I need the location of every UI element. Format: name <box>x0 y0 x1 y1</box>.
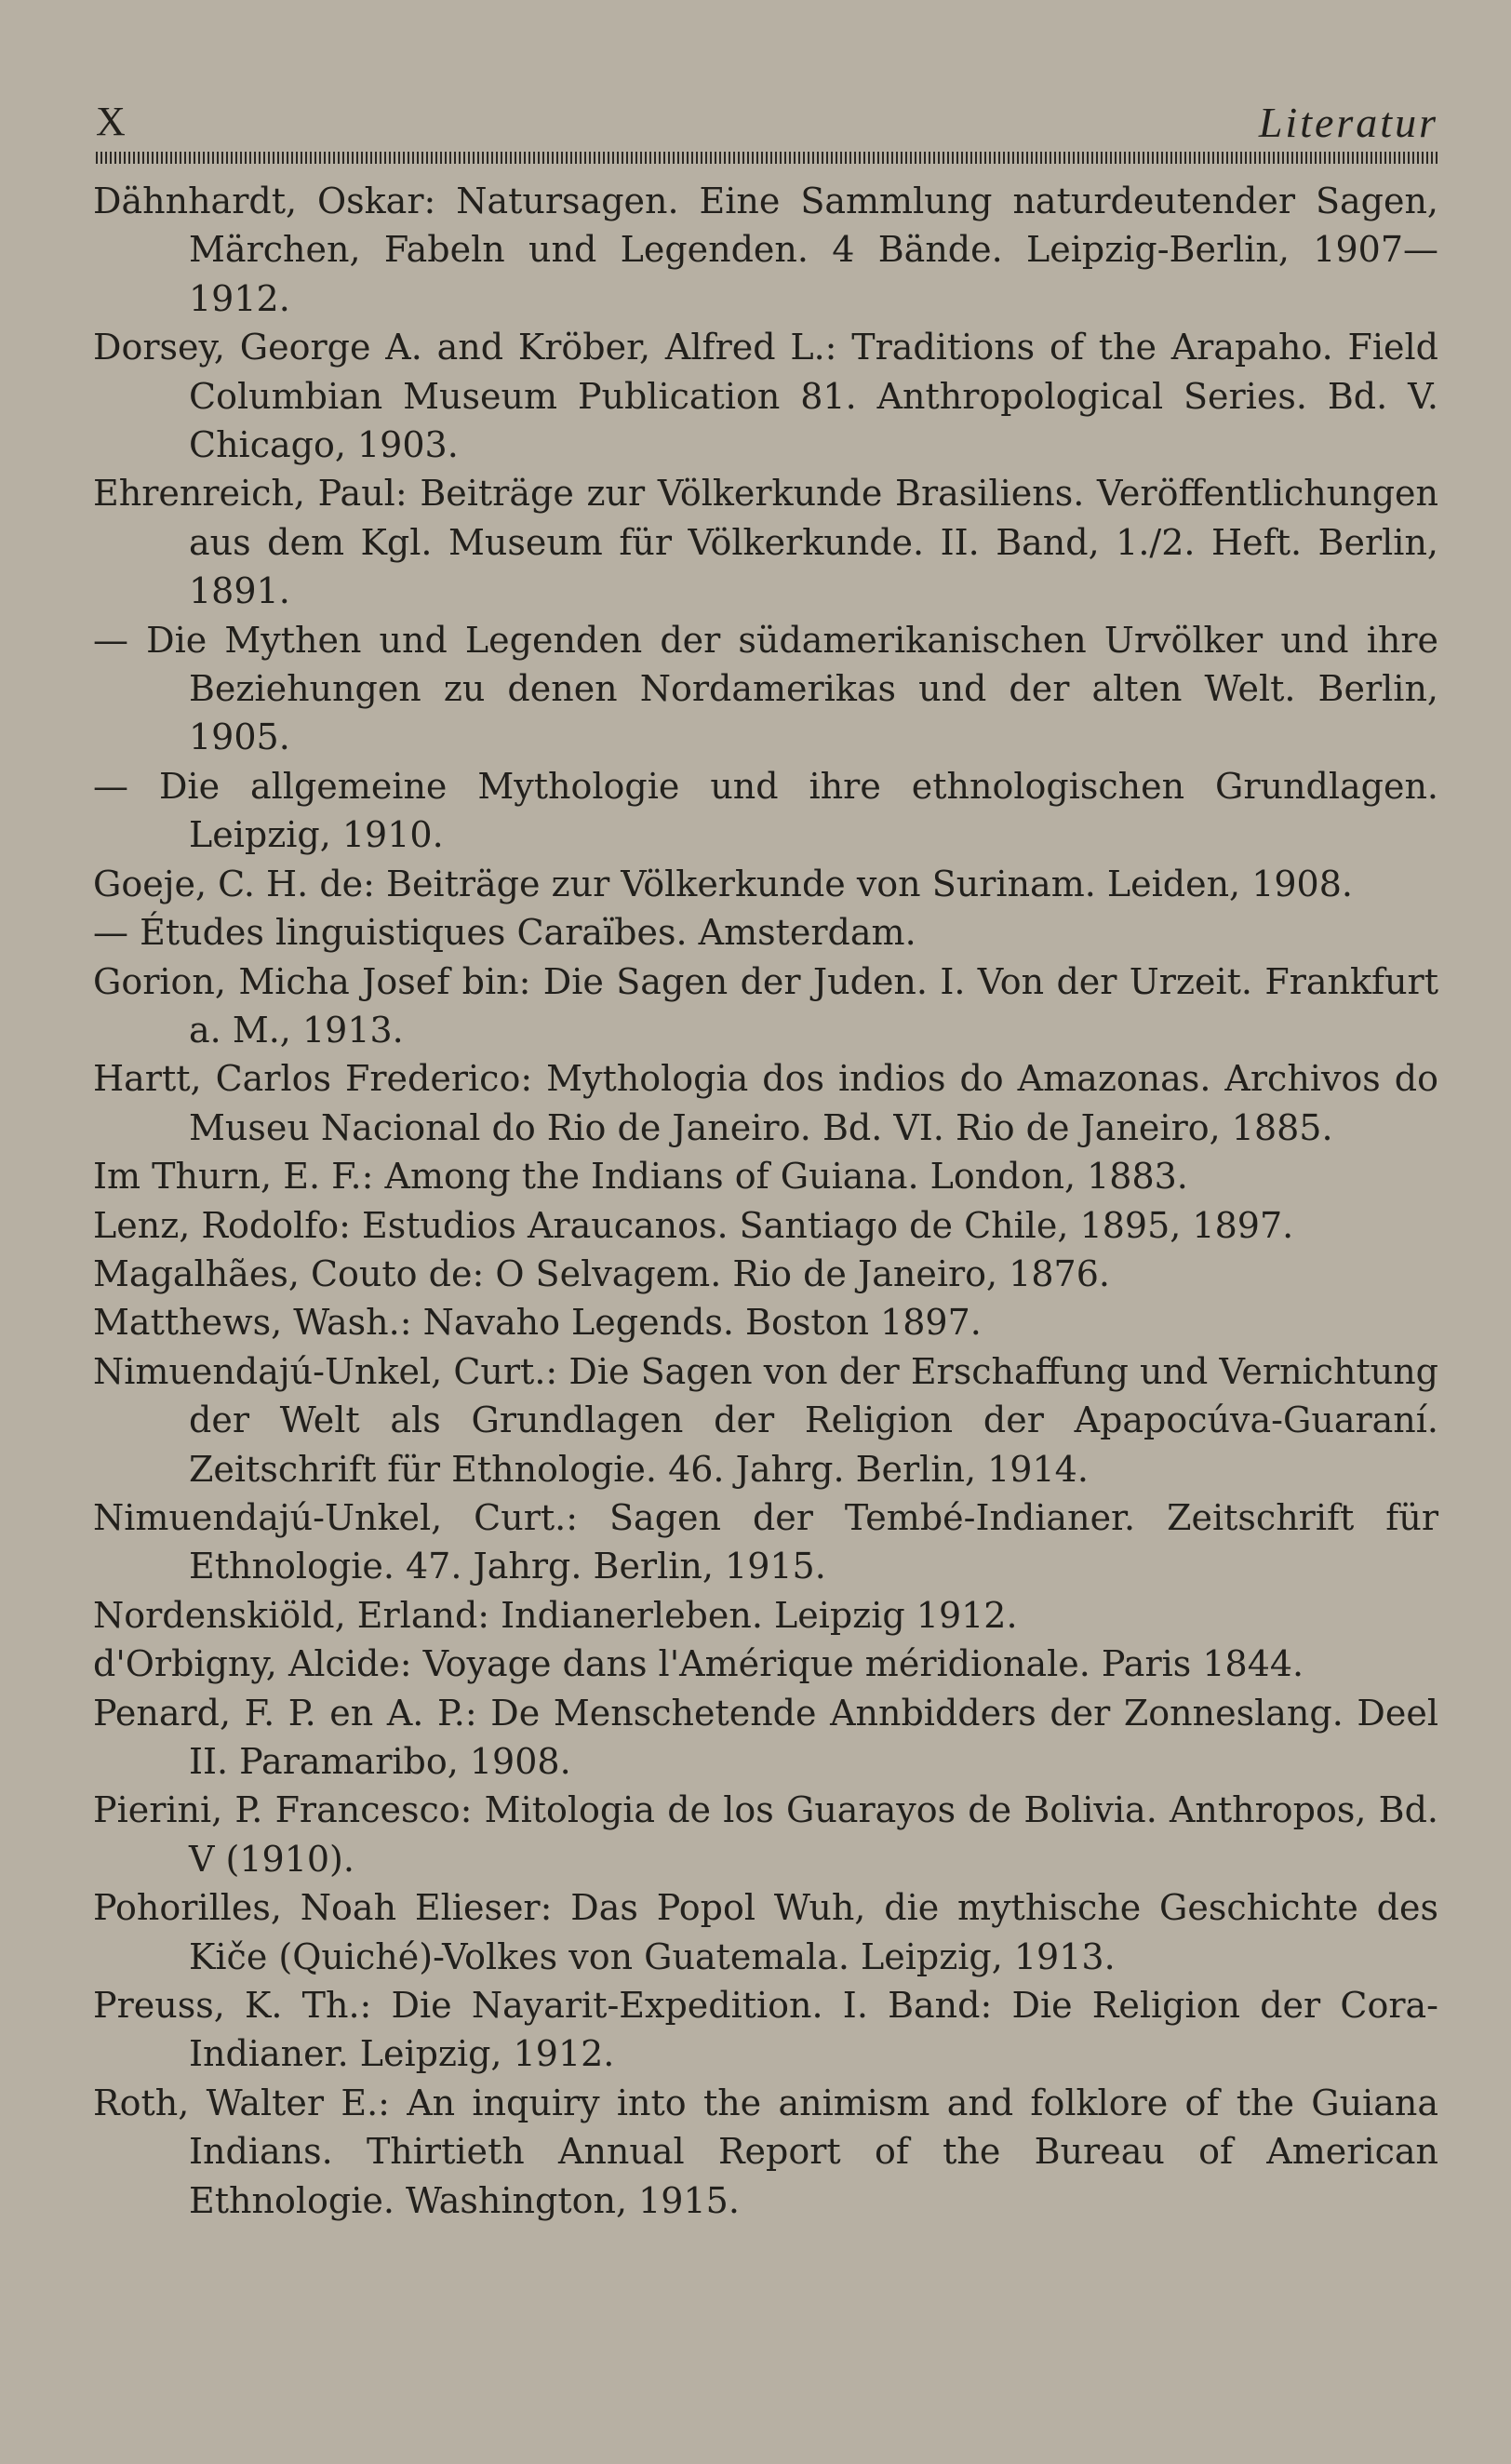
bibliography-entry: Magalhães, Couto de: O Selvagem. Rio de Janeiro, 1876. <box>93 1252 1110 1294</box>
bibliography-entry: Lenz, Rodolfo: Estudios Araucanos. Santiago de Chile, 1895, 1897. <box>93 1204 1294 1246</box>
bibliography-list <box>93 177 1438 2225</box>
bibliography-entry: — Die allgemeine Mythologie und ihre ethnologischen Grundlagen. Leipzig, 1910. <box>93 765 1438 856</box>
bibliography-entry: Goeje, C. H. de: Beiträge zur Völkerkunde von Surinam. Leiden, 1908. <box>93 863 1353 904</box>
bibliography-entry: Pierini, P. Francesco: Mitologia de los Guarayos de Bolivia. Anthropos, Bd. V (1910). <box>93 1789 1438 1880</box>
bibliography-entry: Preuss, K. Th.: Die Nayarit-Expedition. I. Band: Die Religion der Cora-Indianer. Leipzig, 1912. <box>93 1985 1438 2075</box>
header-rule <box>96 152 1438 164</box>
bibliography-entry: Matthews, Wash.: Navaho Legends. Boston 1897. <box>93 1302 982 1344</box>
bibliography-entry: Pohorilles, Noah Elieser: Das Popol Wuh, die mythische Geschichte des Kiče (Quiché)-Volkes von Guatemala. Leipzig, 1913. <box>93 1887 1438 1977</box>
bibliography-entry: Im Thurn, E. F.: Among the Indians of Guiana. London, 1883. <box>93 1156 1188 1198</box>
bibliography-entry: Penard, F. P. en A. P.: De Menschetende Annbidders der Zonneslang. Deel II. Paramaribo, 1908. <box>93 1692 1438 1782</box>
bibliography-entry: — Die Mythen und Legenden der südamerikanischen Urvölker und ihre Beziehungen zu denen Nordamerikas und der alten Welt. Berlin, 1905. <box>93 619 1438 758</box>
bibliography-entry: d'Orbigny, Alcide: Voyage dans l'Amérique méridionale. Paris 1844. <box>93 1643 1304 1685</box>
bibliography-entry: Ehrenreich, Paul: Beiträge zur Völkerkunde Brasiliens. Veröffentlichungen aus dem Kgl. Museum für Völkerkunde. II. Band, 1./2. Heft. Berlin, 1891. <box>93 473 1438 612</box>
page-number: X <box>96 99 127 144</box>
bibliography-entry: Nimuendajú-Unkel, Curt.: Die Sagen von der Erschaffung und Vernichtung der Welt als Grundlagen der Religion der Apapocúva-Guaraní. Zeitschrift für Ethnologie. 46. Jahrg. Berlin, 1914. <box>93 1350 1438 1490</box>
bibliography-entry: Dorsey, George A. and Kröber, Alfred L.: Traditions of the Arapaho. Field Columbian Museum Publication 81. Anthropological Series. Bd. V. Chicago, 1903. <box>93 327 1438 466</box>
bibliography-entry: Nordenskiöld, Erland: Indianerleben. Leipzig 1912. <box>93 1594 1018 1636</box>
bibliography-entry: Dähnhardt, Oskar: Natursagen. Eine Sammlung naturdeutender Sagen, Märchen, Fabeln und Legenden. 4 Bände. Leipzig-Berlin, 1907—1912. <box>93 181 1438 319</box>
running-title: Literatur <box>1258 99 1438 146</box>
bibliography-entry: — Études linguistiques Caraïbes. Amsterdam. <box>93 912 916 954</box>
bibliography-entry: Hartt, Carlos Frederico: Mythologia dos indios do Amazonas. Archivos do Museu Nacional do Rio de Janeiro. Bd. VI. Rio de Janeiro, 1885. <box>93 1058 1438 1148</box>
bibliography-entry: Roth, Walter E.: An inquiry into the animism and folklore of the Guiana Indians. Thirtieth Annual Report of the Bureau of American Ethnologie. Washington, 1915. <box>93 2082 1438 2221</box>
bibliography-entry: Gorion, Micha Josef bin: Die Sagen der Juden. I. Von der Urzeit. Frankfurt a. M., 1913. <box>93 960 1438 1051</box>
bibliography-entry: Nimuendajú-Unkel, Curt.: Sagen der Tembé-Indianer. Zeitschrift für Ethnologie. 47. Jahrg. Berlin, 1915. <box>93 1496 1438 1587</box>
page-header <box>96 98 1438 154</box>
